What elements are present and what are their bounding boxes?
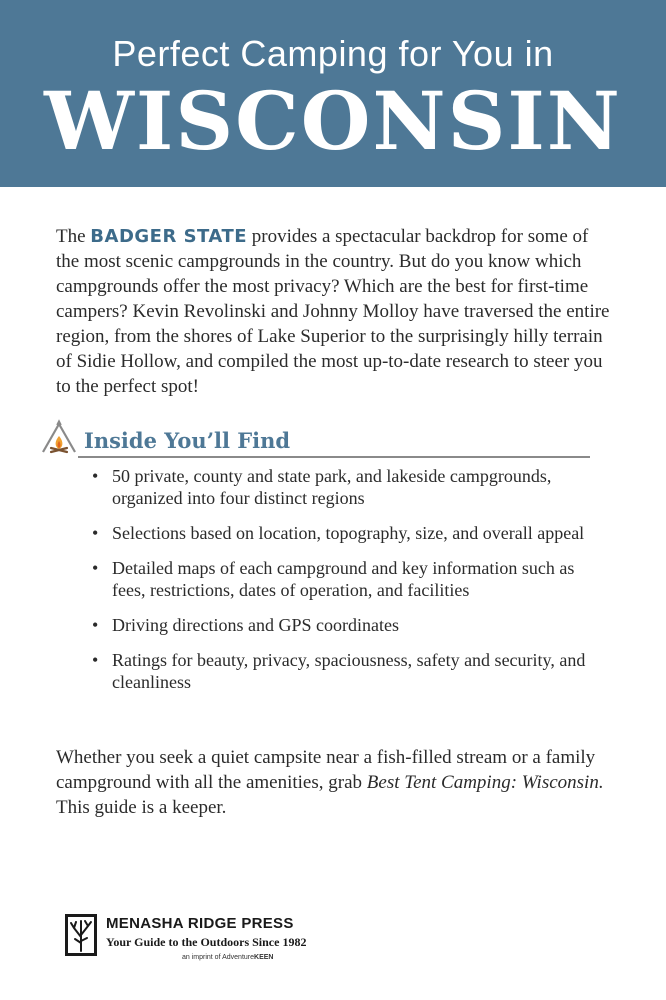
publisher-name: MENASHA RIDGE PRESS xyxy=(106,915,294,932)
publisher-imprint xyxy=(182,953,273,962)
bullet-glyph: • xyxy=(92,523,99,543)
list-item-text: 50 private, county and state park, and lakeside campgrounds, organized into four distinct regions xyxy=(112,466,552,508)
bullet-glyph: • xyxy=(92,466,99,486)
tree-logo-icon xyxy=(64,913,98,957)
list-item-text: Driving directions and GPS coordinates xyxy=(112,615,399,635)
imprint-prefix: an imprint of xyxy=(182,954,221,961)
closing-paragraph xyxy=(56,745,616,820)
bullet-glyph: • xyxy=(92,650,99,670)
list-item-text: Ratings for beauty, privacy, spaciousness, safety and security, and cleanliness xyxy=(112,650,586,692)
inside-heading: Inside You’ll Find xyxy=(84,428,291,453)
list-item xyxy=(92,614,612,636)
book-title: Best Tent Camping: Wisconsin. xyxy=(366,772,604,793)
publisher-block xyxy=(64,913,307,973)
state-name: BADGER STATE xyxy=(90,226,248,247)
features-list xyxy=(92,465,612,706)
banner-subtitle: Perfect Camping for You in xyxy=(112,33,554,74)
list-item xyxy=(92,522,612,544)
imprint-name-a: Adventure xyxy=(222,954,255,961)
intro-text: provides a spectacular backdrop for some of the most scenic campgrounds in the country. But do you know which campgrounds offer the most privacy? Which are the best for first-time campers? Kevin Revolinski and Johnny Molloy have traversed the entire region, from the shores of Lake Superior to the surprisingly hilly terrain of Sidie Hollow, and compiled the most up-to-date research to steer you to the perfect spot! xyxy=(56,226,610,397)
bullet-glyph: • xyxy=(92,615,99,635)
publisher-tagline: Your Guide to the Outdoors Since 1982 xyxy=(106,935,307,949)
heading-divider xyxy=(78,456,590,458)
imprint-name-b: KEEN xyxy=(254,954,274,961)
closing-after: This guide is a keeper. xyxy=(56,797,227,818)
intro-lead: The xyxy=(56,226,86,247)
title-banner xyxy=(0,0,666,187)
intro-paragraph xyxy=(56,224,616,399)
list-item xyxy=(92,649,612,693)
list-item-text: Detailed maps of each campground and key information such as fees, restrictions, dates of operation, and facilities xyxy=(112,558,575,600)
closing-before: Whether you seek a quiet campsite near a fish-filled stream or a family campground with all the amenities, grab xyxy=(56,747,596,793)
bullet-glyph: • xyxy=(92,558,99,578)
campfire-tent-icon xyxy=(40,418,78,456)
banner-title: WISCONSIN xyxy=(44,74,622,168)
list-item xyxy=(92,557,612,601)
list-item-text: Selections based on location, topography, size, and overall appeal xyxy=(112,523,585,543)
inside-heading-block xyxy=(40,418,552,460)
list-item xyxy=(92,465,612,509)
